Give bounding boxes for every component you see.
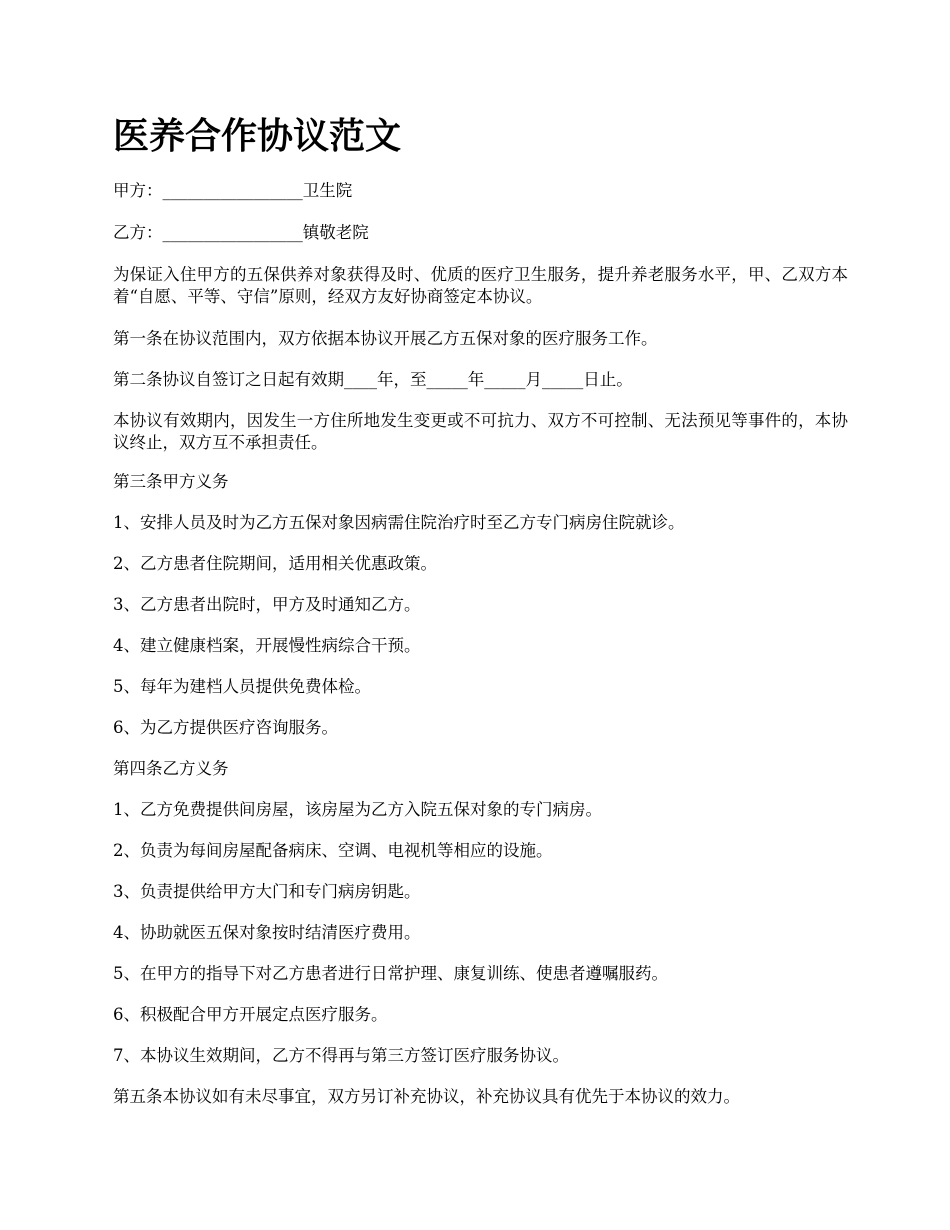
party-b-line: 乙方：_________________镇敬老院	[113, 223, 369, 242]
article-3-heading: 第三条甲方义务	[113, 472, 229, 491]
article-3-item: 3、乙方患者出院时，甲方及时通知乙方。	[113, 595, 421, 614]
party-a-line: 甲方：_________________卫生院	[113, 181, 353, 200]
article-3-item: 6、为乙方提供医疗咨询服务。	[113, 718, 338, 737]
article-5: 第五条本协议如有未尽事宜，双方另订补充协议，补充协议具有优先于本协议的效力。	[113, 1087, 740, 1106]
document-title: 医养合作协议范文	[113, 115, 402, 157]
article-4-item: 5、在甲方的指导下对乙方患者进行日常护理、康复训练、使患者遵嘱服药。	[113, 964, 668, 983]
article-3-item: 4、建立健康档案，开展慢性病综合干预。	[113, 636, 421, 655]
intro-paragraph: 为保证入住甲方的五保供养对象获得及时、优质的医疗卫生服务，提升养老服务水平，甲、乙双方本着“自愿、平等、守信”原则，经双方友好协商签定本协议。	[113, 265, 848, 306]
article-4-heading: 第四条乙方义务	[113, 759, 229, 778]
article-4-item: 2、负责为每间房屋配备病床、空调、电视机等相应的设施。	[113, 841, 553, 860]
article-1: 第一条在协议范围内，双方依据本协议开展乙方五保对象的医疗服务工作。	[113, 329, 658, 348]
article-4-item: 4、协助就医五保对象按时结清医疗费用。	[113, 923, 421, 942]
validity-note-paragraph: 本协议有效期内，因发生一方住所地发生变更或不可抗力、双方不可控制、无法预见等事件的，本协议终止，双方互不承担责任。	[113, 411, 848, 452]
article-3-item: 2、乙方患者住院期间，适用相关优惠政策。	[113, 554, 437, 573]
article-2: 第二条协议自签订之日起有效期____年，至_____年_____月_____日止。	[113, 370, 633, 389]
article-4-item: 6、积极配合甲方开展定点医疗服务。	[113, 1005, 388, 1024]
article-4-item: 7、本协议生效期间，乙方不得再与第三方签订医疗服务协议。	[113, 1046, 569, 1065]
article-3-item: 5、每年为建档人员提供免费体检。	[113, 677, 371, 696]
article-4-item: 1、乙方免费提供间房屋，该房屋为乙方入院五保对象的专门病房。	[113, 800, 602, 819]
article-4-item: 3、负责提供给甲方大门和专门病房钥匙。	[113, 882, 421, 901]
article-3-item: 1、安排人员及时为乙方五保对象因病需住院治疗时至乙方专门病房住院就诊。	[113, 513, 685, 532]
